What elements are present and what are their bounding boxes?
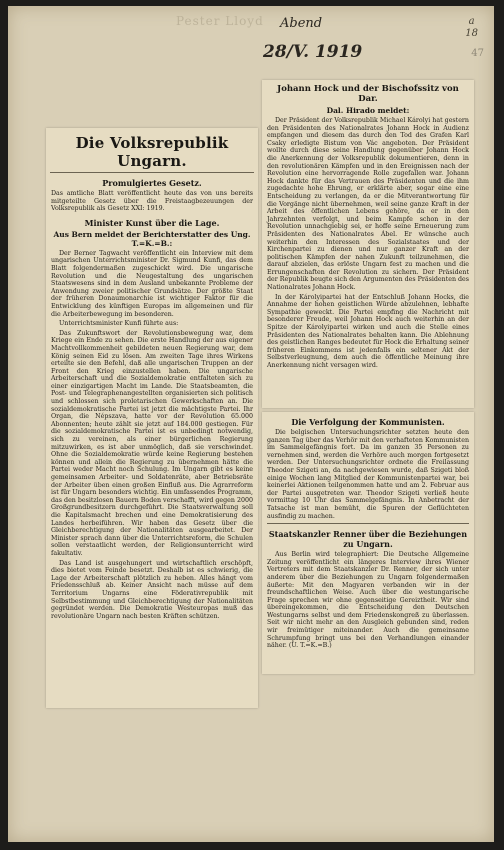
divider <box>267 523 469 524</box>
paragraph: Das Land ist ausgehungert und wirtschaftlich erschöpft, dies bietet vom Feinde besetzt. Deshalb ist es schwierig, die Lage der Arbeiterschaft plötzlich zu heben. Alles hängt vom Friedensschluß ab. Keiner Ansicht nach müsse auf dem Territorium Ungarns eine Föderativrepublik mit Selbstbestimmung und Gleichberechtigung der Nationalitäten gegründet werden. Die Demokratie Westeuropas muß das revolutionäre Ungarn nach besten Kräften schützen. <box>51 559 253 620</box>
corner-mark-top: a <box>468 16 475 27</box>
section-subheading: Aus Bern meldet der Berichterstatter des Ung. T.=K.=B.: <box>53 229 251 248</box>
clipping-volksrepublik <box>46 128 258 708</box>
paragraph: Unterrichtsminister Kunfi führte aus: <box>59 320 179 328</box>
clipping-hock <box>262 80 474 408</box>
masthead: Pester Lloyd <box>176 14 264 28</box>
article-subtitle: Dal. Hirado meldet: <box>326 106 410 115</box>
paragraph: Aus Berlin wird telegraphiert: Die Deutsche Allgemeine Zeitung veröffentlicht ein längeres Interview ihres Wiener Vertreters mit dem Staatskanzler Dr. Renner, der sich unter anderem über die Beziehungen zu Ungarn folgendermaßen äußerte: Mit den Magyaren verbanden wir in der freundschaftlichen Weise. Auch über die westungarische Frage sprechen wir ohne gegenseitige Gereiztheit. Wir sind übereingekommen, die Entscheidung den Deutschen Westungarns selbst und dem Friedenskongreß zu überlassen. Seit wir nicht mehr an den Ausgleich gebunden sind, reden wir freimütiger miteinander. Auch die gemeinsame Schrumpfung bringt uns bei den Verhandlungen einander näher. (U. T.=K.=B.) <box>267 551 469 650</box>
clipping-kommunisten <box>262 412 474 674</box>
handwritten-paper-name: Abend <box>280 16 323 31</box>
article-title: Die Volksrepublik Ungarn. <box>50 134 254 173</box>
paragraph: Der Berner Tagwacht veröffentlicht ein Interview mit dem ungarischen Unterrichtsminister Dr. Sigmund Kunfi, das dem Blatt folgendermaßen zugeschickt wird. Die ungarische Revolution und die Neugestaltung des ungarischen Staatswesens sind in dem Ausland unbekannte Probleme der Anwendung zweier politischer Grundsätze. Der größte Staat der früheren Donaumonarchie ist wichtiger Faktor für die Entwicklung des künftigen Europas im allgemeinen und für die Arbeiterbewegung im besonderen. <box>51 249 253 318</box>
section-heading: Staatskanzler Renner über die Beziehungen zu Ungarn. <box>268 529 468 550</box>
handwritten-date: 28/V. 1919 <box>263 42 363 62</box>
article-subtitle: Promulgiertes Gesetz. <box>102 178 202 188</box>
paragraph: Der Präsident der Volksrepublik Michael Károlyi hat gestern den Präsidenten des Nationalrates Johann Hock in Audienz empfangen und diesem das durch den Tod des Grafen Karl Csaky erledigte Bistum von Vác angeboten. Der Präsident wollte durch diese seine Handlung gegenüber Johann Hock die Anerkennung der Volksrepublik dokumentieren, denn in den revolutionären Kämpfen und in den Ereignissen nach der Revolution eine hervorragende Rolle zugefallen war. Johann Hock dankte für das Vertrauen des Präsidenten und die ihm zugedachte hohe Ehrung, er erklärte aber, sogar eine eine Entscheidung zu verlangen, da er die Mitverantwortung für die Vorgänge nicht übernehmen, weil seine ganze Kraft in der Arbeit des öffentlichen Lebens gehöre, da er in den Jahrzehnten verfolgt, und beim Kampfe schon in der Revolution unnachgiebig sei, er hoffe seine Erneuerung zum Präsidenten des Nationalrates Ábel. Er wünsche auch weiterhin den Interessen des Sozialstaates und der Kirchenpartei zu dienen und nur ganzer Kraft an der politischen Kämpfen der nahen Zukunft teilzunehmen, die darauf abzielen, das erlöste Ungarn fest zu machen und die Errungenschaften der Revolution zu sichern. Der Präsident der Republik beugte sich den Argumenten des Präsidenten des Nationalrates Johann Hock. <box>267 117 470 292</box>
section-heading: Minister Kunst über die Lage. <box>84 217 220 228</box>
corner-mark-bottom: 18 <box>465 28 478 39</box>
article-title: Die Verfolgung der Kommunisten. <box>291 417 445 427</box>
paragraph: Die belgischen Untersuchungsrichter setzten heute den ganzen Tag über das Verhör mit den verhafteten Kommunisten im Sammelgefängnis fort. Da im ganzen 35 Personen zu vernehmen sind, werden die Verhöre auch morgen fortgesetzt werden. Der Untersuchungsrichter ordnete die Freilassung Theodor Szigeti an, da nachgewiesen wurde, daß Szigeti bloß einige Wochen lang Mitglied der Kommunistenpartei war, bei keinerlei Aktionen teilgenommen hatte und am 2. Februar aus der Partei ausgetreten war. Theodor Szigeti verließ heute vormittag 10 Uhr das Sammelgefängnis. In Anbetracht der Tatsache ist man bemüht, die Spuren der Geflüchteten ausfindig zu machen. <box>267 429 469 520</box>
corner-mark <box>465 16 478 40</box>
paragraph: In der Károlyipartei hat der Entschluß Johann Hocks, die Annahme der hohen geistlichen Würde abzulehnen, lebhafte Sympathie geweckt. Die Partei empfing die Nachricht mit besonderer Freude, weil Johann Hock auch weiterhin an der Spitze der Károlyipartei wirken und auch die Stelle eines Präsidenten des Nationalrates behalten kann. Die Ablehnung des geistlichen Ranges bedeutet für Hock die Erhaltung seiner früheren Einkommens ist jedenfalls ein seltener Akt der Selbstverleugnung, dem auch die öffentliche Meinung ihre Anerkennung nicht versagen wird. <box>267 293 469 369</box>
article-intro: Das amtliche Blatt veröffentlicht heute das von uns bereits mitgeteilte Gesetz über die Freistaagbezeuungen der Volksrepublik als Gesetz XXI: 1919. <box>51 190 253 213</box>
article-title: Johann Hock und der Bischofssitz von Dar. <box>277 84 459 104</box>
paragraph: Das Zukunftswort der Revolutionsbewegung war, dem Kriege ein Ende zu sehen. Die erste Handlung der aus eigener Machtvollkommenheit gebildeten neuen Regierung war, dem König seinen Eid zu lösen. Am zweiten Tage ihres Wirkens erteilte sie den Befehl, daß alle ungarischen Truppen an der Front den Krieg einzustellen haben. Die ungarische Arbeiterschaft und die Sozialdemokratie entfalteten sich zu einer einzigartigen Macht im Lande. Die Staatsbeamten, die Post- und Telegraphenangestellten organisierten sich politisch und schlossen sich proletarischen Gewerkschaften an. Die sozialdemokratische Partei ist jetzt die mächtigste Partei. Ihr Organ, die Népszava, hatte vor der Revolution 65.000 Abonnenten; heute zählt sie jetzt auf 184.000 gestiegen. Für die sozialdemokratische Partei ist es unbedingt notwendig, sich zu vereinen, als einer bürgerlichen Regierung mitzuwirken, es ist aber unmöglich, daß sie verschwindet. Ohne die Sozialdemokratie würde keine Regierung bestehen können und allein die Regierung zu übernehmen hätte die Partei weder Macht noch Schulung. Im Ungarn gibt es keine gemeinsamen Arbeiter- und Soldatenräte, aber Betriebsräte der Arbeiter üben einen großen Einfluß aus. Die Agrarreform ist für Ungarn besonders wichtig. Ein umfassendes Programm, das den besitzlosen Bauern Boden verschafft, wird gegen 2000 Großgrundbesitzern durchgeführt. Die Staatsverwaltung soll die Kapitalsmacht brechen und eine Demokratisierung des Landes herbeiführen. Wir haben das Gesetz über die Gleichberechtigung der Nationalitäten ausgearbeitet. Der Minister sprach dann über die Unterrichtsreform, die Schulen sollen verstaatlicht werden, der Religionsunterricht wird fakultativ. <box>51 329 253 557</box>
page-number: 47 <box>471 48 484 59</box>
